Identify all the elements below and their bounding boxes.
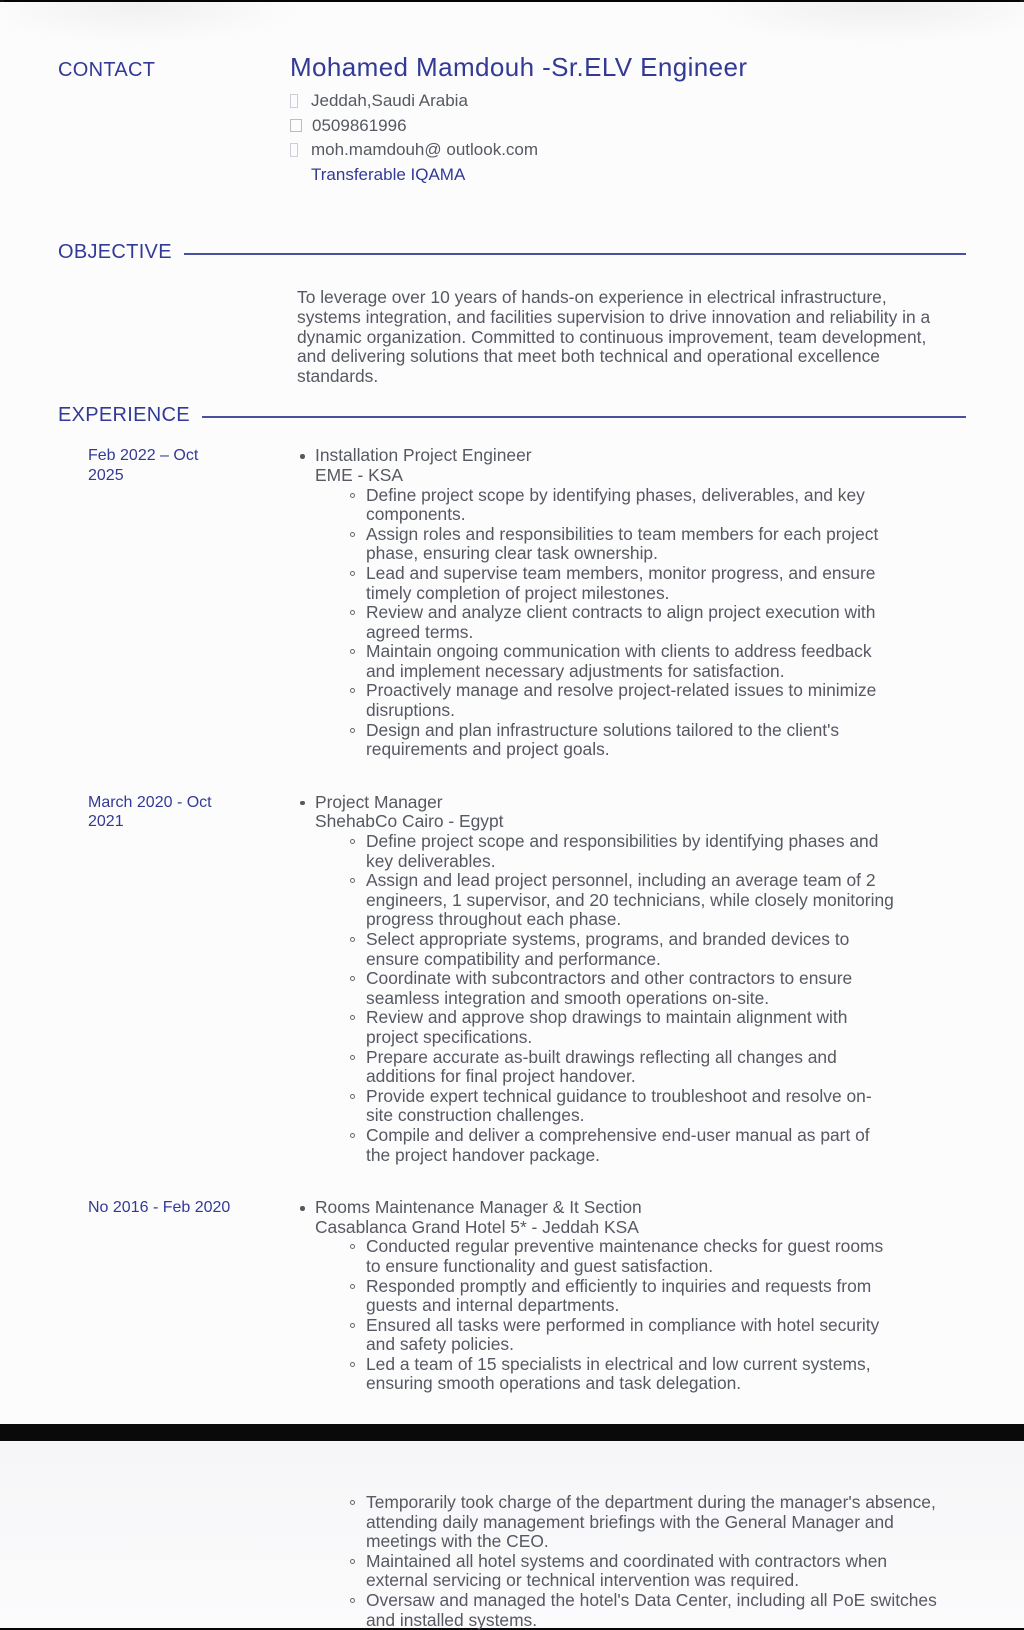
job-title: Rooms Maintenance Manager & It Section [297, 1198, 897, 1218]
job-bullet-list [297, 486, 897, 760]
experience-bullet: Compile and deliver a comprehensive end-user manual as part of the project handover package. [366, 1126, 897, 1165]
job-title: Project Manager [297, 793, 897, 813]
experience-section-divider [202, 416, 966, 418]
job-title: Installation Project Engineer [297, 446, 897, 466]
contact-phone-row [290, 114, 1024, 139]
experience-bullet: Provide expert technical guidance to troubleshoot and resolve on-site construction challenges. [366, 1087, 897, 1126]
experience-bullet: Conducted regular preventive maintenance checks for guest rooms to ensure functionality and guest satisfaction. [366, 1237, 897, 1276]
contact-section-label: CONTACT [58, 59, 156, 81]
contact-email-row [290, 138, 1024, 163]
location-icon [290, 94, 298, 108]
experience-bullet: Assign and lead project personnel, including an average team of 2 engineers, 1 supervisor, and 20 technicians, while closely monitoring progress throughout each phase. [366, 871, 897, 930]
job-company: EME - KSA [315, 464, 403, 485]
experience-bullet: Design and plan infrastructure solutions tailored to the client's requirements and project goals. [366, 721, 897, 760]
experience-entry-2 [0, 793, 1024, 1165]
experience-bullet: Prepare accurate as-built drawings reflecting all changes and additions for final project handover. [366, 1048, 897, 1087]
experience-bullet: Proactively manage and resolve project-related issues to minimize disruptions. [366, 681, 897, 720]
job-dates: No 2016 - Feb 2020 [88, 1199, 231, 1217]
experience-bullet: Coordinate with subcontractors and other contractors to ensure seamless integration and smooth operations on-site. [366, 969, 897, 1008]
contact-section [0, 2, 1024, 187]
experience-bullet: Ensured all tasks were performed in compliance with hotel security and safety policies. [366, 1316, 897, 1355]
experience-list [0, 446, 1024, 1394]
experience-bullet: Review and approve shop drawings to maintain alignment with project specifications. [366, 1008, 897, 1047]
experience-bullet: Lead and supervise team members, monitor progress, and ensure timely completion of project milestones. [366, 564, 897, 603]
objective-section-label: OBJECTIVE [58, 241, 172, 264]
job-company: ShehabCo Cairo - Egypt [315, 811, 504, 832]
job-company: Casablanca Grand Hotel 5* - Jeddah KSA [315, 1216, 639, 1237]
job-bullet-list [297, 1237, 897, 1394]
contact-phone: 0509861996 [312, 115, 407, 135]
experience-bullet: Maintained all hotel systems and coordinated with contractors when external servicing or technical intervention was required. [366, 1552, 944, 1591]
experience-bullet: Maintain ongoing communication with clients to address feedback and implement necessary adjustments for satisfaction. [366, 642, 897, 681]
contact-location: Jeddah,Saudi Arabia [311, 91, 468, 111]
experience-bullet: Temporarily took charge of the department during the manager's absence, attending daily management briefings with the General Manager and meetings with the CEO. [366, 1493, 944, 1552]
experience-bullet: Oversaw and managed the hotel's Data Center, including all PoE switches and installed systems. [366, 1591, 944, 1630]
experience-bullet: Define project scope and responsibilities by identifying phases and key deliverables. [366, 832, 897, 871]
job-bullet-list [297, 832, 897, 1165]
experience-bullet: Responded promptly and efficiently to inquiries and requests from guests and internal departments. [366, 1277, 897, 1316]
job-dates: Feb 2022 – Oct 2025 [88, 447, 199, 484]
experience-entry-3 [0, 1198, 1024, 1394]
experience-bullet: Select appropriate systems, programs, and branded devices to ensure compatibility and performance. [366, 930, 897, 969]
experience-section-header [0, 404, 1024, 426]
resume-page-2 [0, 1441, 1024, 1628]
email-icon [290, 143, 298, 157]
objective-text: To leverage over 10 years of hands-on experience in electrical infrastructure, systems integration, and facilities supervision to drive innovation and reliability in a dynamic organization. Committed to continuous improvement, team development, and delivering solutions that meet both technical and operational excellence standards. [297, 287, 931, 386]
phone-icon [290, 119, 302, 132]
contact-location-row [290, 89, 1024, 114]
experience-bullet: Review and analyze client contracts to align project execution with agreed terms. [366, 603, 897, 642]
experience-bullet: Define project scope by identifying phases, deliverables, and key components. [366, 486, 897, 525]
page-break-band [0, 1424, 1024, 1441]
contact-iqama-row [290, 163, 1024, 188]
objective-section-divider [184, 253, 966, 255]
job-bullet-list-continued [297, 1493, 957, 1630]
experience-section-label: EXPERIENCE [58, 404, 190, 427]
job-dates: March 2020 - Oct 2021 [88, 793, 212, 831]
objective-section-header [0, 241, 1024, 263]
contact-email: moh.mamdouh@ outlook.com [311, 140, 539, 160]
experience-entry-1 [0, 446, 1024, 760]
experience-bullet: Assign roles and responsibilities to team members for each project phase, ensuring clear task ownership. [366, 525, 897, 564]
experience-bullet: Led a team of 15 specialists in electrical and low current systems, ensuring smooth operations and task delegation. [366, 1355, 897, 1394]
person-name: Mohamed Mamdouh -Sr.ELV Engineer [290, 52, 748, 82]
experience-entry-3-continued [297, 1493, 957, 1630]
resume-page-1 [0, 2, 1024, 1424]
iqama-note: Transferable IQAMA [311, 165, 466, 185]
